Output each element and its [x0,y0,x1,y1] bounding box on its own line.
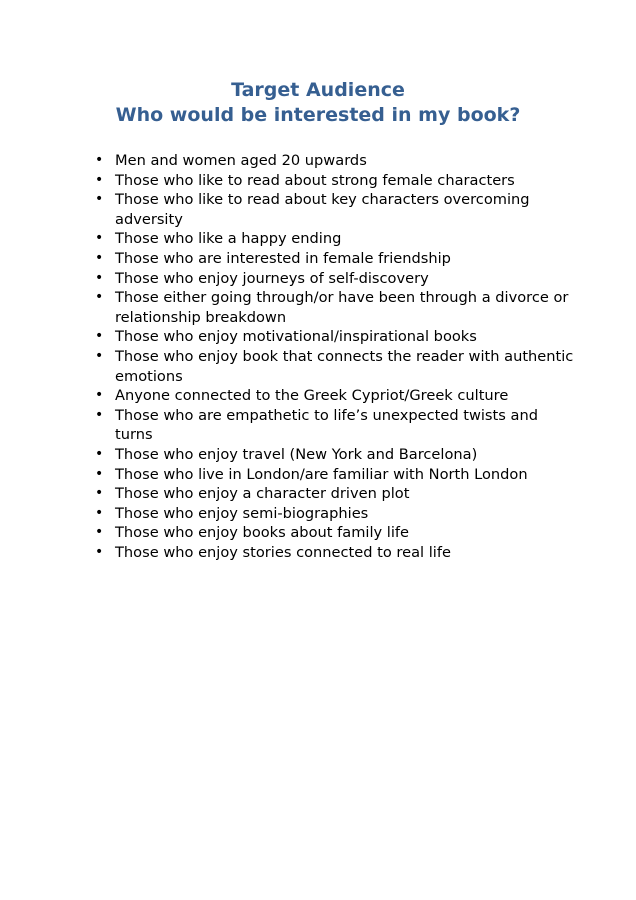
bullet-dot-icon: • [95,465,104,482]
list-item [0,386,636,406]
list-item [0,249,636,269]
bullet-dot-icon: • [95,289,104,306]
page-heading [0,78,636,128]
list-item-text: Those who are empathetic to life’s unexpected twists and turns [115,406,538,444]
list-item-text: Those who like a happy ending [115,230,342,248]
list-item-text: Those who like to read about key characters overcoming adversity [115,191,530,228]
list-item [0,171,636,191]
list-item [0,347,636,386]
audience-bullet-list [0,151,636,562]
list-item-text: Those who enjoy semi-biographies [115,504,369,522]
heading-subtitle: Who would be interested in my book? [115,104,521,126]
bullet-dot-icon: • [95,445,104,462]
list-item [0,288,636,327]
bullet-dot-icon: • [95,485,104,502]
bullet-dot-icon: • [95,347,104,364]
list-item [0,269,636,289]
bullet-dot-icon: • [95,406,104,423]
list-item-text: Those who enjoy book that connects the reader with authentic emotions [115,347,574,385]
bullet-dot-icon: • [95,269,104,286]
list-item-text: Men and women aged 20 upwards [115,152,367,169]
list-item-text: Those either going through/or have been through a divorce or relationship breakdown [115,289,569,326]
list-item-text: Those who live in London/are familiar with North London [115,465,528,483]
list-item [0,229,636,249]
list-item-text: Anyone connected to the Greek Cypriot/Greek culture [115,387,509,405]
list-item [0,523,636,543]
heading-title: Target Audience [231,79,405,101]
bullet-dot-icon: • [95,249,104,266]
bullet-dot-icon: • [95,328,104,345]
list-item [0,327,636,347]
list-item [0,543,636,563]
list-item [0,190,636,229]
bullet-dot-icon: • [95,504,104,521]
list-item [0,445,636,465]
list-item [0,465,636,485]
bullet-dot-icon: • [95,171,104,188]
list-item-text: Those who enjoy a character driven plot [115,485,410,503]
list-item [0,504,636,524]
bullet-dot-icon: • [95,230,104,247]
list-item-text: Those who like to read about strong female characters [115,171,515,189]
bullet-dot-icon: • [95,152,104,168]
list-item [0,406,636,445]
bullet-dot-icon: • [95,543,104,560]
list-item-text: Those who enjoy journeys of self-discovery [115,269,429,287]
list-item [0,484,636,504]
list-item-text: Those who enjoy stories connected to real life [115,543,451,561]
list-item-text: Those who enjoy books about family life [115,524,410,542]
list-item-text: Those who are interested in female friendship [115,249,451,267]
list-item-text: Those who enjoy travel (New York and Barcelona) [115,445,478,463]
bullet-dot-icon: • [95,387,104,404]
list-item [0,151,636,171]
list-item-text: Those who enjoy motivational/inspirational books [115,328,477,346]
bullet-dot-icon: • [95,191,104,208]
bullet-dot-icon: • [95,524,104,541]
